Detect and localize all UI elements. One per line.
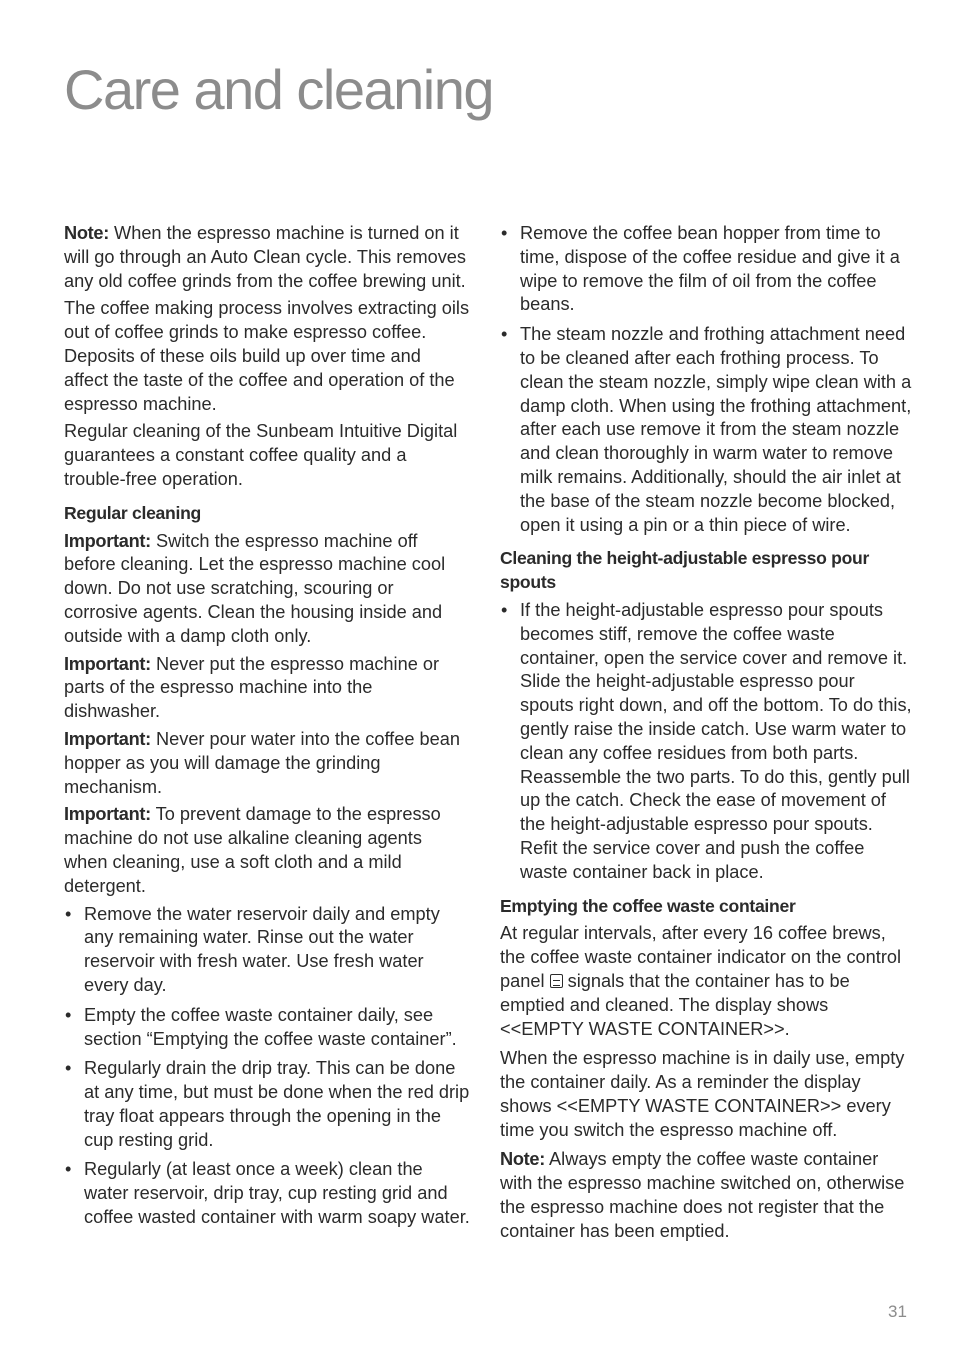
page-number: 31: [888, 1302, 907, 1321]
list-item: • Regularly drain the drip tray. This can be done at any time, but must be done when the red drip tray float appears through the opening in the cup resting grid.: [64, 1057, 470, 1152]
regular-cleaning-list: [64, 903, 470, 1230]
maintenance-list: [500, 222, 912, 537]
intro-paragraph: The coffee making process involves extracting oils out of coffee grinds to make espresso coffee. Deposits of these oils build up over time and affect the taste of the coffee and operation of the espresso machine.: [64, 298, 470, 414]
important-text: Switch the espresso machine off before cleaning. Let the espresso machine cool down. Do not use scratching, scouring or corrosive agents. Clean the housing inside and outside with a damp cloth only.: [64, 530, 446, 646]
important-label: Important:: [64, 804, 151, 825]
important-paragraph-1: [64, 530, 470, 649]
note-text: Always empty the coffee waste container with the espresso machine switched on, otherwise the espresso machine does not register that the container has been emptied.: [500, 1149, 905, 1241]
list-item: • Regularly (at least once a week) clean the water reservoir, drip tray, cup resting grid and coffee wasted container with warm soapy water.: [64, 1158, 470, 1229]
page-title: Care and cleaning: [64, 58, 494, 121]
important-text: Never pour water into the coffee bean hopper as you will damage the grinding mechanism.: [64, 728, 460, 797]
right-column: [500, 222, 912, 1248]
waste-container-icon: [550, 974, 563, 988]
waste-paragraph-1: [500, 922, 912, 1041]
note-label: Note:: [64, 223, 109, 243]
list-item: • The steam nozzle and frothing attachment need to be cleaned after each frothing process. To clean the steam nozzle, simply wipe clean with a damp cloth. When using the frothing attachment, after each use remove it from the steam nozzle and clean thoroughly in warm water to remove milk remains. Additionally, should the air inlet at the base of the steam nozzle become blocked, open it using a pin or a thin piece of wire.: [500, 323, 912, 537]
waste-text-b: signals that the container has to be emptied and cleaned. The display shows <<EMPTY WASTE CONTAINER>>.: [500, 970, 850, 1039]
list-item: • Remove the water reservoir daily and empty any remaining water. Rinse out the water reservoir with fresh water. Use fresh water every day.: [64, 903, 470, 998]
note-text: When the espresso machine is turned on it will go through an Auto Clean cycle. This removes any old coffee grinds from the coffee brewing unit.: [64, 223, 467, 291]
important-text: Never put the espresso machine or parts of the espresso machine into the dishwasher.: [64, 653, 440, 722]
pour-spouts-heading: Cleaning the height-adjustable espresso pour spouts: [500, 548, 870, 593]
important-label: Important:: [64, 530, 151, 551]
list-item: • Remove the coffee bean hopper from time to time, dispose of the coffee residue and give it a wipe to remove the film of oil from the coffee beans.: [500, 222, 912, 317]
regular-cleaning-heading: Regular cleaning: [64, 502, 201, 523]
important-paragraph-3: [64, 728, 470, 799]
important-paragraph-2: [64, 653, 470, 724]
note-paragraph: [64, 222, 470, 293]
quality-paragraph: Regular cleaning of the Sunbeam Intuitive Digital guarantees a constant coffee quality and a trouble-free operation.: [64, 421, 458, 489]
waste-text-a: At regular intervals, after every 16 coffee brews, the coffee waste container indicator on the control panel: [500, 923, 902, 991]
list-item: • If the height-adjustable espresso pour spouts becomes stiff, remove the coffee waste container, open the service cover and remove it. Slide the height-adjustable espresso pour spouts right down, and off the bottom. To do this, gently raise the inside catch. Use warm water to clean any coffee residues from both parts. Reassemble the two parts. To do this, gently pull up the catch. Check the ease of movement of the height-adjustable espresso pour spouts. Refit the service cover and push the coffee waste container back in place.: [500, 599, 912, 885]
waste-paragraph-2: When the espresso machine is in daily use, empty the container daily. As a reminder the display shows <<EMPTY WASTE CONTAINER>> every time you switch the espresso machine off.: [500, 1048, 905, 1140]
waste-container-heading: Emptying the coffee waste container: [500, 895, 796, 916]
left-column: [64, 222, 470, 1236]
list-item: • Empty the coffee waste container daily, see section “Emptying the coffee waste container”.: [64, 1004, 470, 1052]
important-label: Important:: [64, 653, 151, 674]
waste-note-paragraph: [500, 1148, 912, 1243]
important-text: To prevent damage to the espresso machine do not use alkaline cleaning agents when cleaning, use a soft cloth and a mild detergent.: [64, 804, 441, 896]
pour-spouts-list: [500, 599, 912, 885]
note-label: Note:: [500, 1149, 545, 1170]
important-paragraph-4: [64, 803, 470, 898]
important-label: Important:: [64, 728, 151, 749]
